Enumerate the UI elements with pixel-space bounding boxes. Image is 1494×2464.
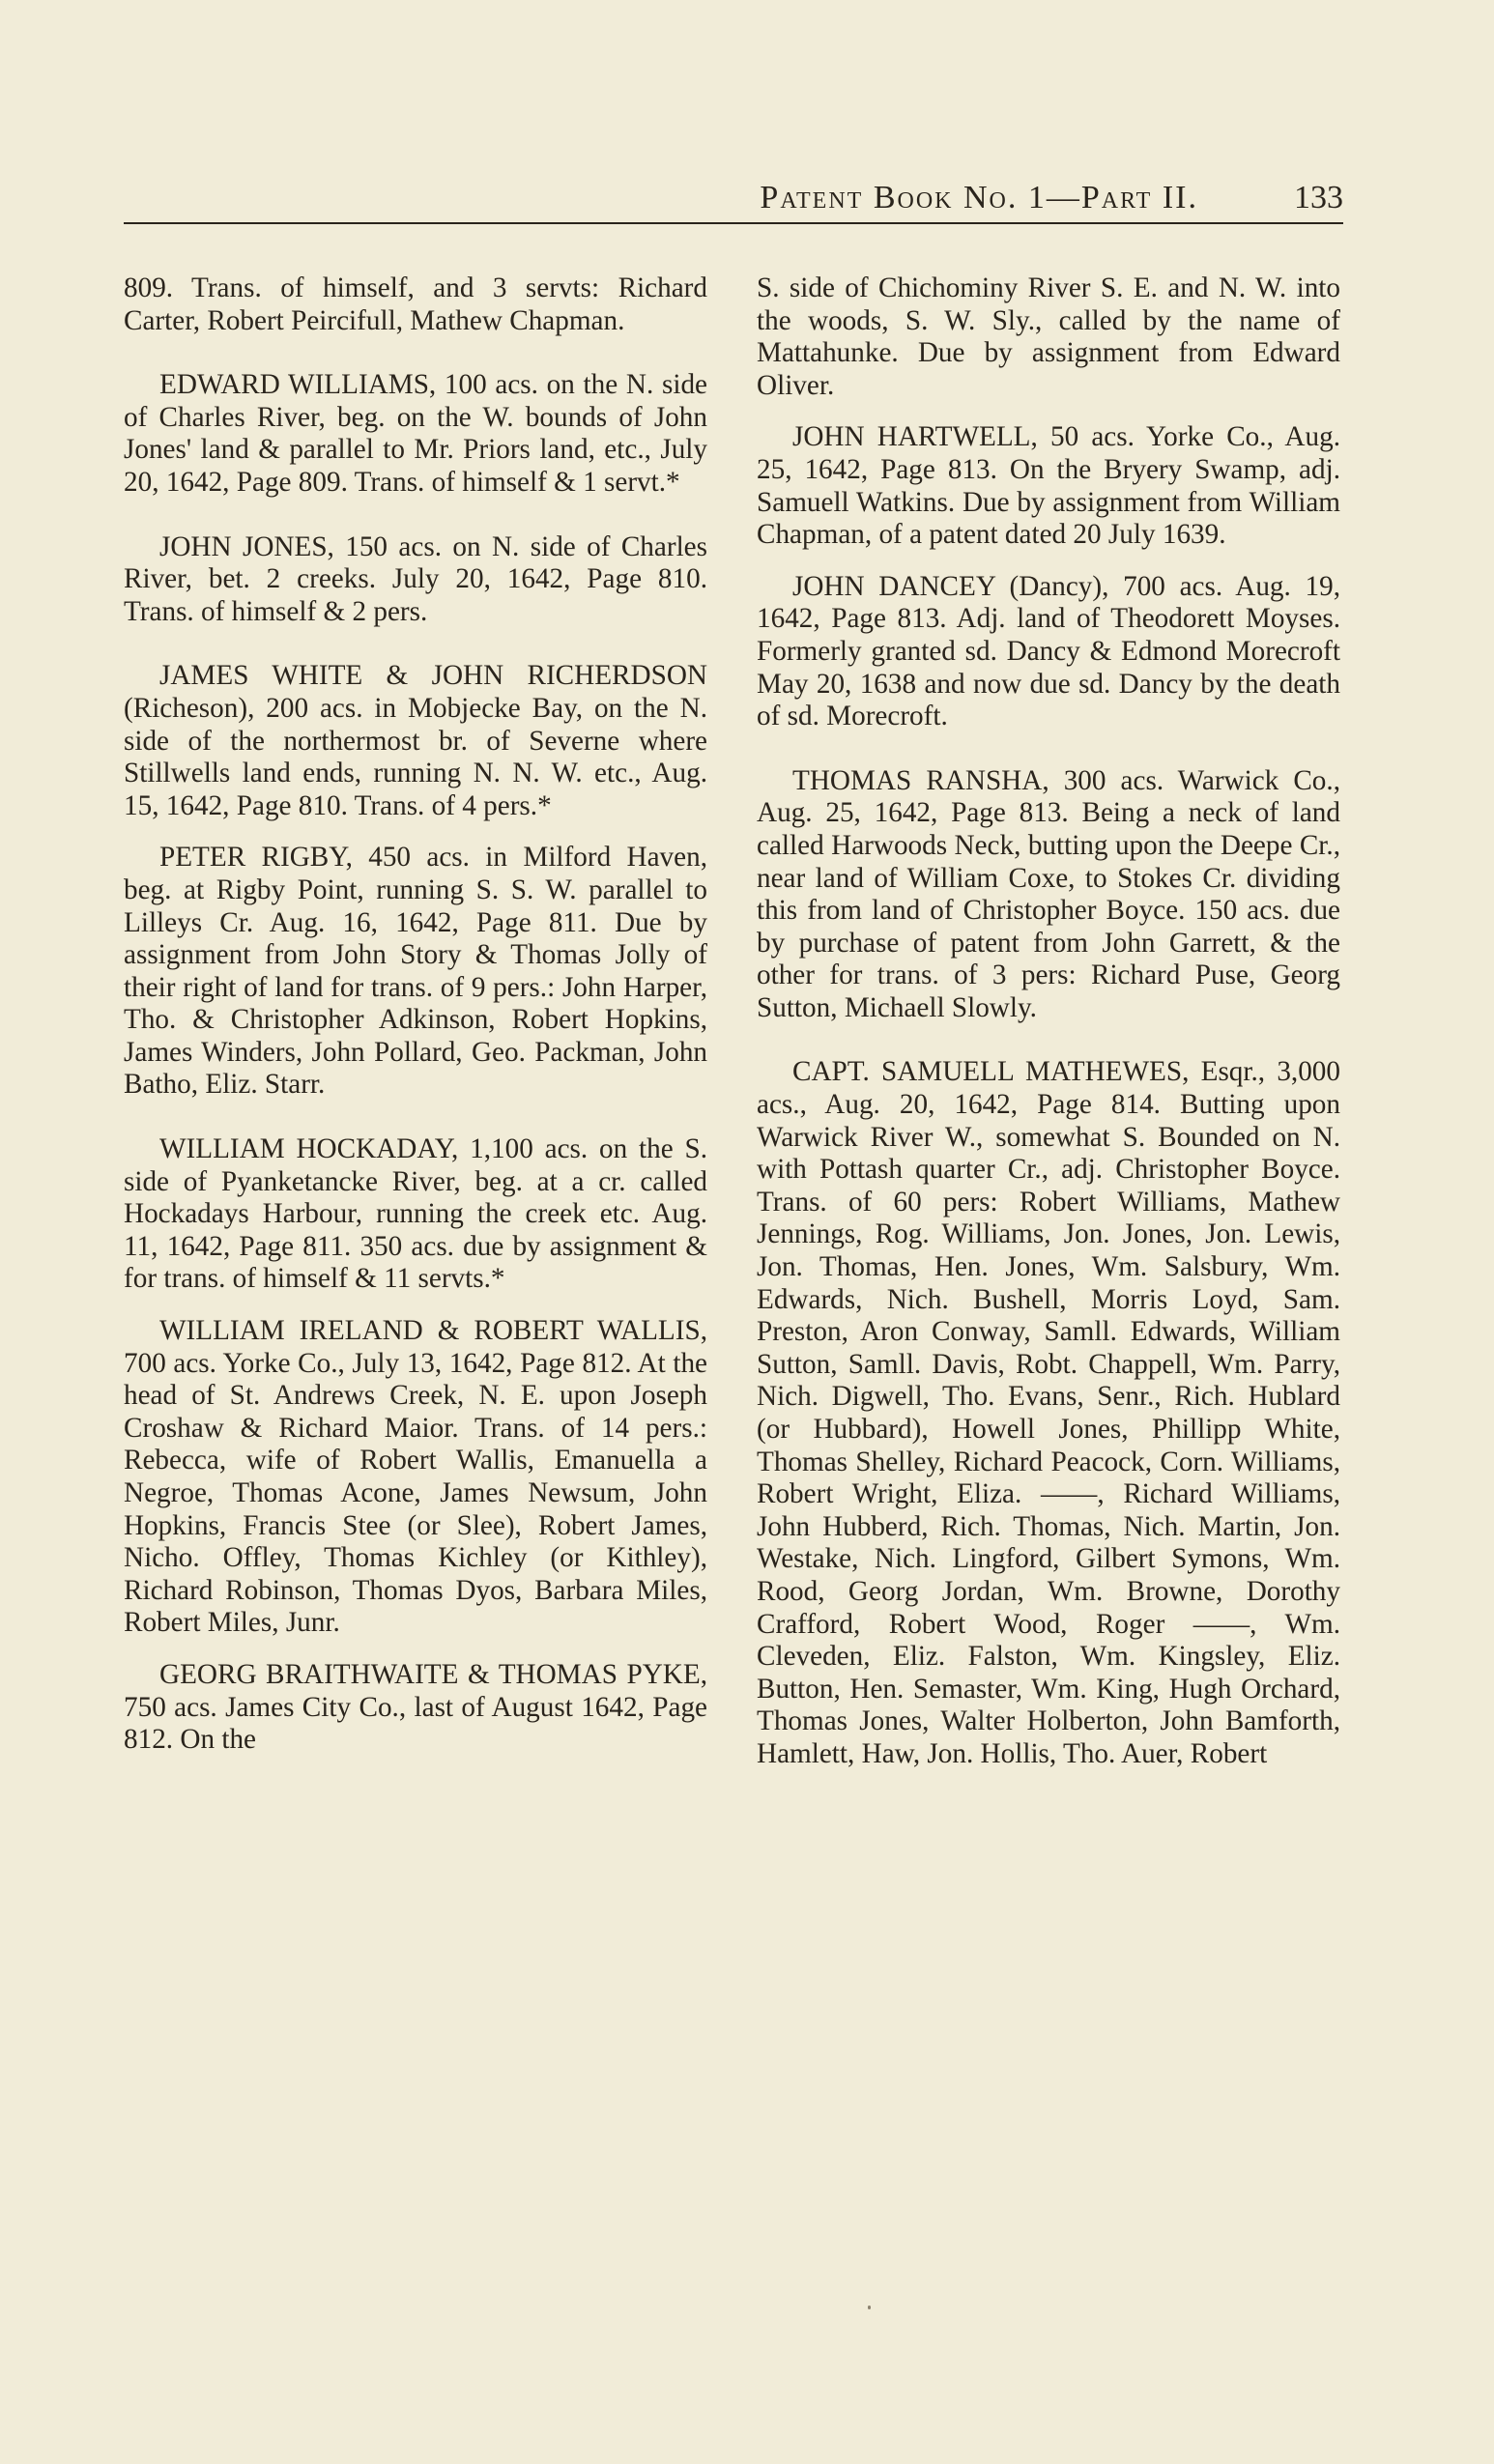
- paper-speck: [868, 2306, 871, 2309]
- patent-entry: 809. Trans. of himself, and 3 servts: Richard Carter, Robert Peircifull, Mathew Chapman.: [124, 272, 707, 336]
- patent-entry: JAMES WHITE & JOHN RICHERDSON (Richeson), 200 acs. in Mobjecke Bay, on the N. side of the northermost br. of Severne where Stillwells land ends, running N. N. W. etc., Aug. 15, 1642, Page 810. Trans. of 4 pers.*: [124, 660, 707, 821]
- running-head: Patent Book No. 1—Part II.: [760, 180, 1198, 215]
- patent-entry: S. side of Chichominy River S. E. and N. W. into the woods, S. W. Sly., called by the name of Mattahunke. Due by assignment from Edward Oliver.: [757, 272, 1340, 401]
- patent-entry: THOMAS RANSHA, 300 acs. Warwick Co., Aug. 25, 1642, Page 813. Being a neck of land called Harwoods Neck, butting upon the Deepe Cr., near land of William Coxe, to Stokes Cr. dividing this from land of Christopher Boyce. 150 acs. due by purchase of patent from John Garrett, & the other for trans. of 3 pers: Richard Puse, Georg Sutton, Michaell Slowly.: [757, 764, 1340, 1023]
- page-number: 133: [1294, 180, 1343, 215]
- patent-entry: JOHN DANCEY (Dancy), 700 acs. Aug. 19, 1642, Page 813. Adj. land of Theodorett Moyses. Formerly granted sd. Dancy & Edmond Morecroft May 20, 1638 and now due sd. Dancy by the death of sd. Morecroft.: [757, 570, 1340, 732]
- page-header: [124, 174, 1343, 224]
- patent-entry: WILLIAM HOCKADAY, 1,100 acs. on the S. side of Pyanketancke River, beg. at a cr. called Hockadays Harbour, running the creek etc. Aug. 11, 1642, Page 811. 350 acs. due by assignment & for trans. of himself & 11 servts.*: [124, 1133, 707, 1295]
- right-column: [757, 272, 1340, 1771]
- patent-entry: PETER RIGBY, 450 acs. in Milford Haven, beg. at Rigby Point, running S. S. W. parallel to Lilleys Cr. Aug. 16, 1642, Page 811. Due by assignment from John Story & Thomas Jolly of their right of land for trans. of 9 pers.: John Harper, Tho. & Christopher Adkinson, Robert Hopkins, James Winders, John Pollard, Geo. Packman, John Batho, Eliz. Starr.: [124, 842, 707, 1101]
- left-column: [124, 272, 707, 1757]
- patent-entry: GEORG BRAITHWAITE & THOMAS PYKE, 750 acs. James City Co., last of August 1642, Page 812. On the: [124, 1658, 707, 1756]
- patent-entry: JOHN JONES, 150 acs. on N. side of Charles River, bet. 2 creeks. July 20, 1642, Page 810. Trans. of himself & 2 pers.: [124, 530, 707, 627]
- patent-entry: EDWARD WILLIAMS, 100 acs. on the N. side of Charles River, beg. on the W. bounds of John Jones' land & parallel to Mr. Priors land, etc., July 20, 1642, Page 809. Trans. of himself & 1 servt.*: [124, 369, 707, 498]
- patent-entry: CAPT. SAMUELL MATHEWES, Esqr., 3,000 acs., Aug. 20, 1642, Page 814. Butting upon Warwick River W., somewhat S. Bounded on N. with Pottash quarter Cr., adj. Christopher Boyce. Trans. of 60 pers: Robert Williams, Mathew Jennings, Rog. Williams, Jon. Jones, Jon. Lewis, Jon. Thomas, Hen. Jones, Wm. Salsbury, Wm. Edwards, Nich. Bushell, Morris Loyd, Sam. Preston, Aron Conway, Samll. Edwards, William Sutton, Samll. Davis, Robt. Chappell, Wm. Parry, Nich. Digwell, Tho. Evans, Senr., Rich. Hublard (or Hubbard), Howell Jones, Phillipp White, Thomas Shelley, Richard Peacock, Corn. Williams, Robert Wright, Eliza. ——, Richard Williams, John Hubberd, Rich. Thomas, Nich. Martin, Jon. Westake, Nich. Lingford, Gilbert Symons, Wm. Rood, Georg Jordan, Wm. Browne, Dorothy Crafford, Robert Wood, Roger ——, Wm. Cleveden, Eliz. Falston, Wm. Kingsley, Eliz. Button, Hen. Semaster, Wm. King, Hugh Orchard, Thomas Jones, Walter Holberton, John Bamforth, Hamlett, Haw, Jon. Hollis, Tho. Auer, Robert: [757, 1056, 1340, 1769]
- patent-entry: JOHN HARTWELL, 50 acs. Yorke Co., Aug. 25, 1642, Page 813. On the Bryery Swamp, adj. Samuell Watkins. Due by assignment from William Chapman, of a patent dated 20 July 1639.: [757, 421, 1340, 551]
- patent-entry: WILLIAM IRELAND & ROBERT WALLIS, 700 acs. Yorke Co., July 13, 1642, Page 812. At the head of St. Andrews Creek, N. E. upon Joseph Croshaw & Richard Maior. Trans. of 14 pers.: Rebecca, wife of Robert Wallis, Emanuella a Negroe, Thomas Acone, James Newsum, John Hopkins, Francis Stee (or Slee), Robert James, Nicho. Offley, Thomas Kichley (or Kithley), Richard Robinson, Thomas Dyos, Barbara Miles, Robert Miles, Junr.: [124, 1315, 707, 1639]
